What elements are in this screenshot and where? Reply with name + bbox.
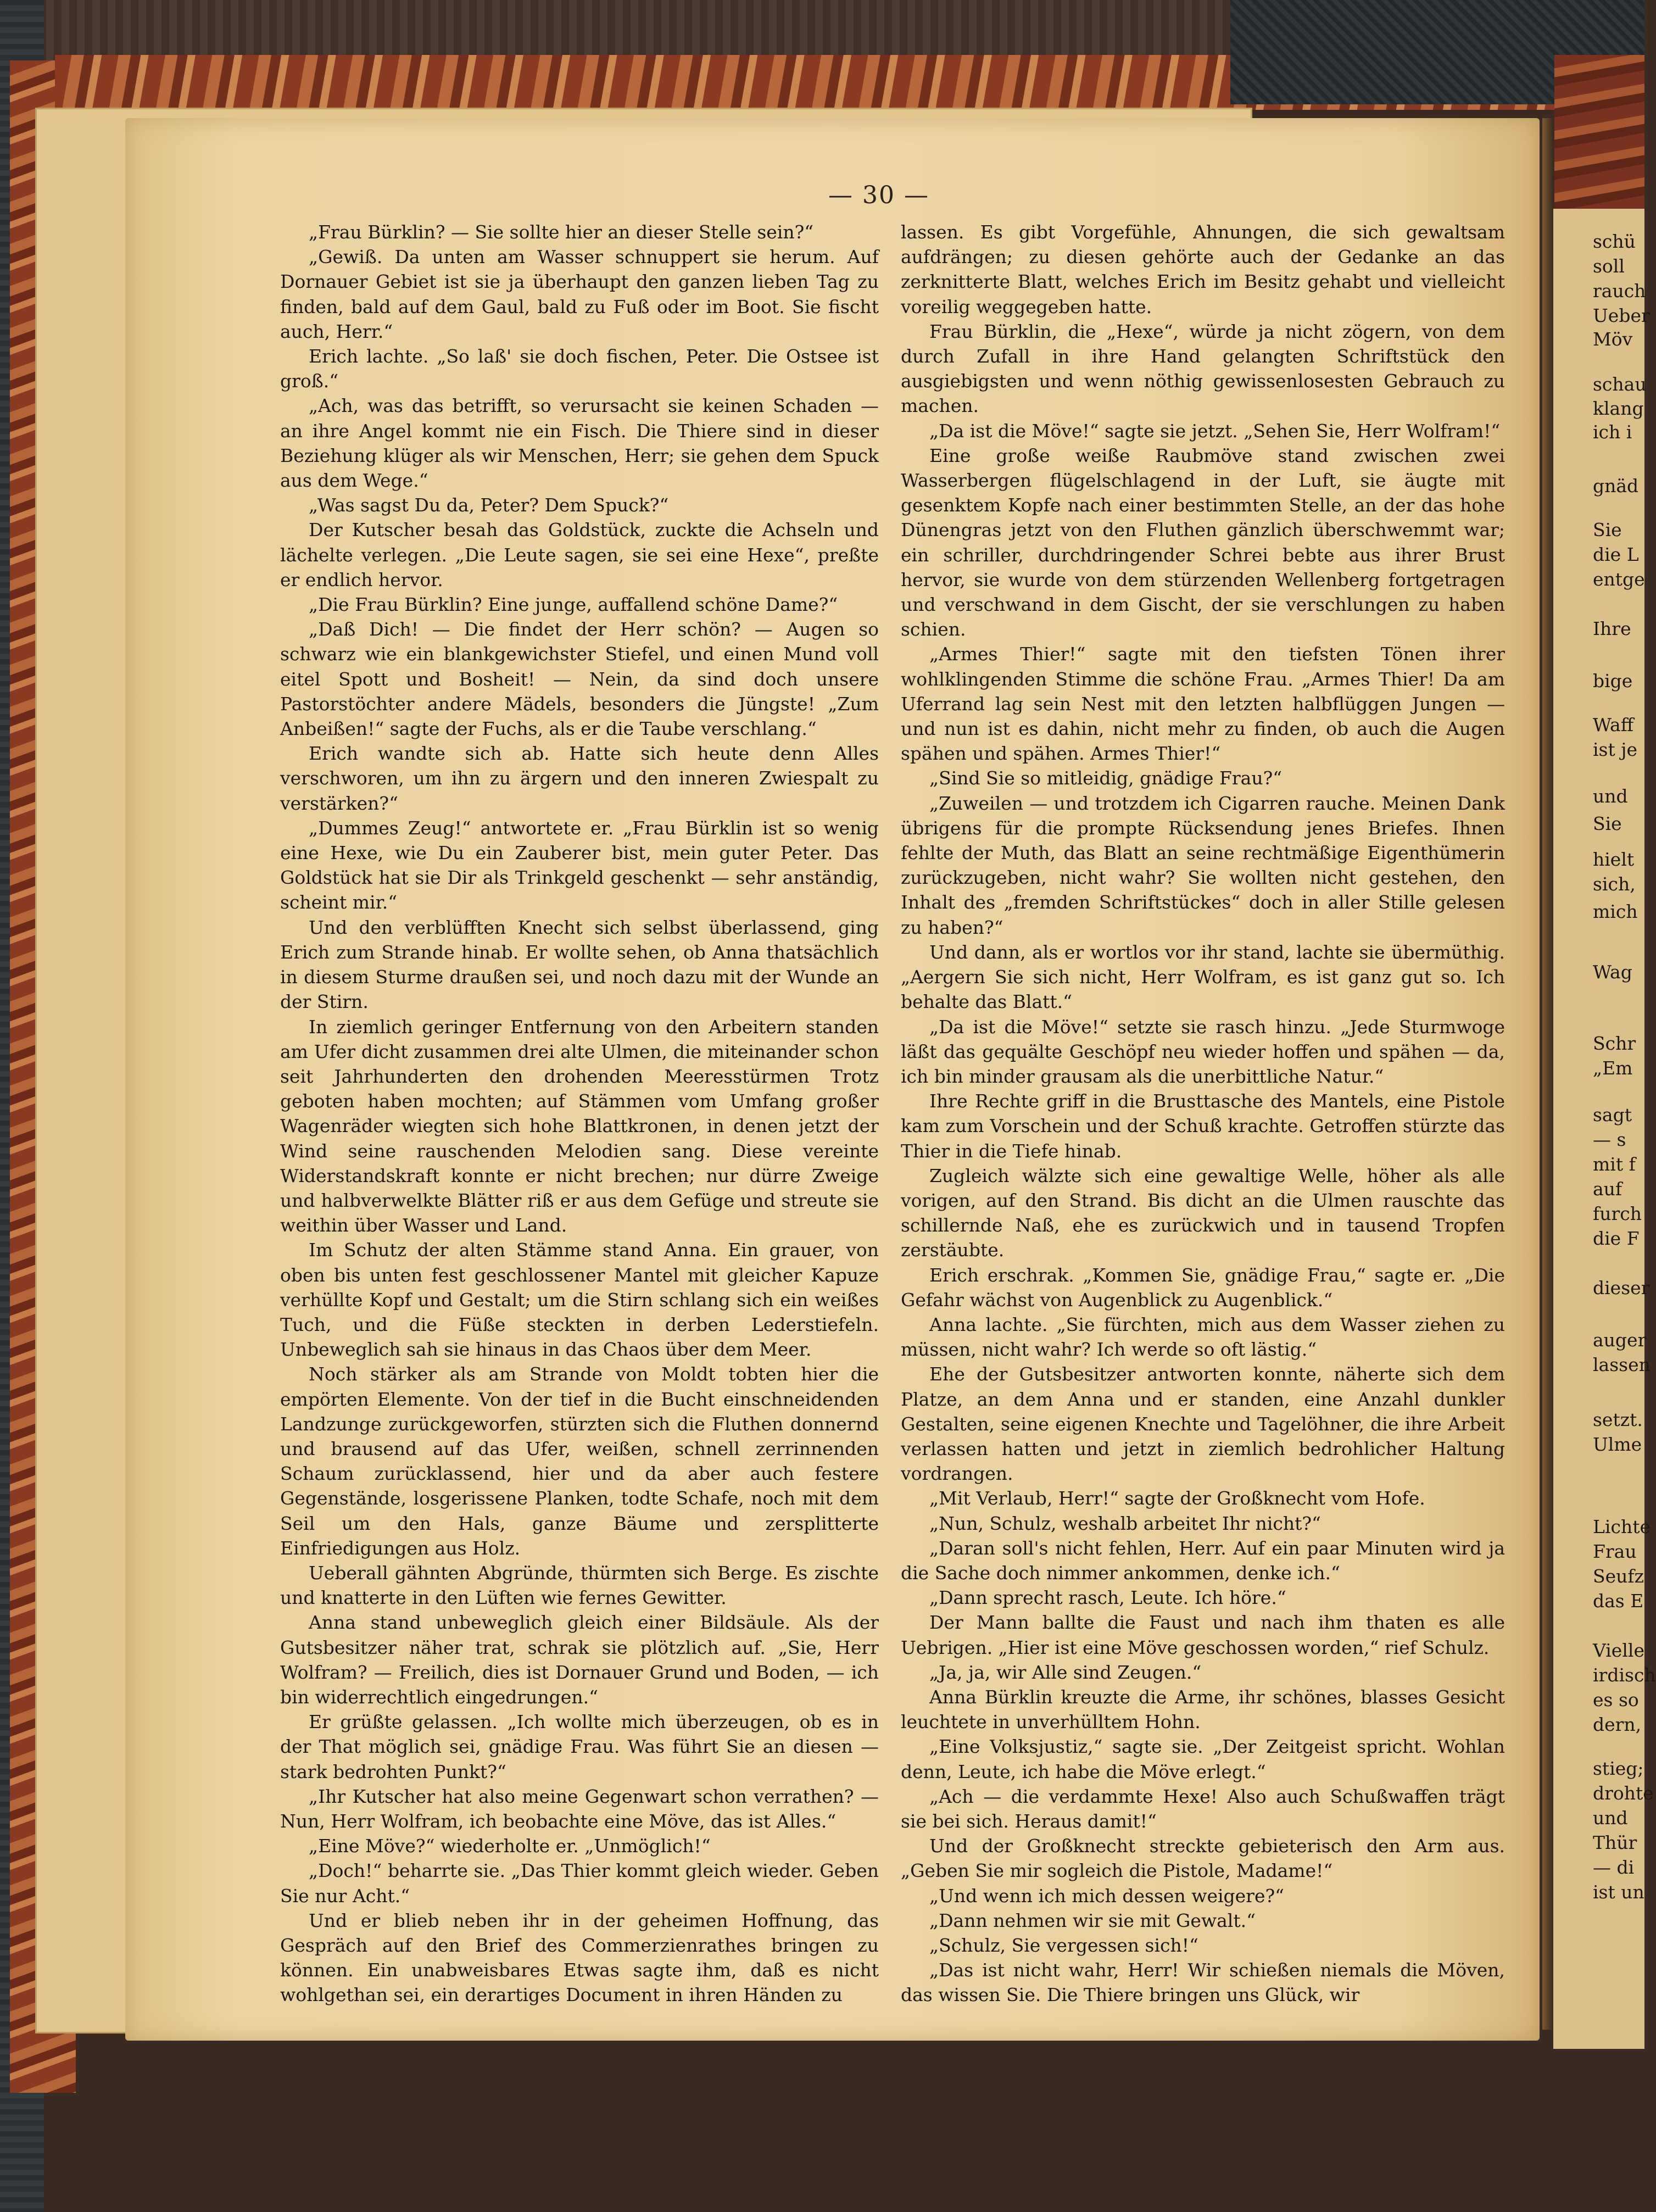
paragraph: „Das ist nicht wahr, Herr! Wir schießen niemals die Möven, das wissen Sie. Die Thiere bringen uns Glück, wir: [901, 1959, 1505, 2006]
paragraph: „Zuweilen — und trotzdem ich Cigarren rauche. Meinen Dank übrigens für die prompte Rücksendung jenes Briefes. Ihnen fehlte der Muth, das Blatt an seine rechtmäßige Eigenthümerin zurückzugeben, nicht wahr? Sie wollten nicht gestehen, den Inhalt des „fremden Schriftstückes“ doch in aller Stille gelesen zu haben?“: [901, 792, 1505, 938]
paragraph: „Eine Möve?“ wiederholte er. „Unmöglich!“: [309, 1835, 711, 1857]
paragraph: „Nun, Schulz, weshalb arbeitet Ihr nicht?“: [929, 1512, 1321, 1534]
next-page-fragment: mich: [1593, 901, 1638, 922]
next-page-fragment: Thür: [1593, 1832, 1637, 1853]
next-page-fragment: soll: [1593, 255, 1625, 277]
next-page-fragment: Lichte: [1593, 1516, 1651, 1537]
paragraph: „Da ist die Möve!“ setzte sie rasch hinzu. „Jede Sturmwoge läßt das gequälte Geschöpf neu wieder hoffen und spähen — da, ich bin minder grausam als die unerbittliche Natur.“: [901, 1016, 1505, 1087]
paragraph: „Doch!“ beharrte sie. „Das Thier kommt gleich wieder. Geben Sie nur Acht.“: [280, 1860, 879, 1907]
paragraph: „Eine Volksjustiz,“ sagte sie. „Der Zeitgeist spricht. Wohlan denn, Leute, ich habe die Möve erlegt.“: [901, 1736, 1505, 1782]
next-page-fragment: dieser: [1593, 1277, 1650, 1299]
next-page-fragment: ist je: [1593, 739, 1638, 760]
next-page-fragment: Ueber: [1593, 305, 1650, 326]
paragraph: Erich erschrak. „Kommen Sie, gnädige Frau,“ sagte er. „Die Gefahr wächst von Augenblick zu Augenblick.“: [901, 1264, 1505, 1311]
next-page-fragment: „Em: [1593, 1057, 1633, 1079]
paragraph: „Frau Bürklin? — Sie sollte hier an dieser Stelle sein?“: [309, 221, 814, 243]
paragraph: Anna stand unbeweglich gleich einer Bildsäule. Als der Gutsbesitzer näher trat, schrak sie plötzlich auf. „Sie, Herr Wolfram? — Freilich, dies ist Dornauer Grund und Boden, — ich bin widerrechtlich eingedrungen.“: [280, 1612, 879, 1708]
paragraph: Im Schutz der alten Stämme stand Anna. Ein grauer, von oben bis unten fest geschlossener Mantel mit gleicher Kapuze verhüllte Kopf und Gestalt; um die Stirn schlang sich ein weißes Tuch, und die Füße steckten in derben Lederstiefeln. Unbeweglich sah sie hinaus in das Chaos über dem Meer.: [280, 1239, 879, 1361]
paragraph: „Dann nehmen wir sie mit Gewalt.“: [929, 1909, 1256, 1931]
text-column-right: [901, 220, 1505, 2008]
next-page-fragment: Möv: [1593, 328, 1633, 350]
paragraph: „Armes Thier!“ sagte mit den tiefsten Tönen ihrer wohlklingenden Stimme die schöne Frau. „Armes Thier! Da am Uferrand lag sein Nest mit den letzten halbflüggen Jungen — und nun ist es dahin, nicht mehr zu finden, ob auch die Augen spähen und spähen. Armes Thier!“: [901, 643, 1505, 765]
next-page-fragment: Sie: [1593, 813, 1622, 834]
paragraph: „Daß Dich! — Die findet der Herr schön? — Augen so schwarz wie ein blankgewichster Stiefel, und einen Mund voll eitel Spott und Bosheit! — Nein, da sind doch unsere Pastorstöchter andere Mädels, besonders die Jüngste! „Zum Anbeißen!“ sagte der Fuchs, als er die Taube verschlang.“: [280, 619, 879, 740]
next-page-fragment: klang: [1593, 398, 1644, 419]
paragraph: lassen. Es gibt Vorgefühle, Ahnungen, die sich gewaltsam aufdrängen; zu diesen gehörte auch der Gedanke an das zerknitterte Blatt, welches Erich im Besitz gehabt und vielleicht voreilig weggegeben hatte.: [901, 221, 1505, 317]
page-gutter: [1542, 118, 1553, 2030]
next-page-fragment: und: [1593, 1807, 1628, 1829]
paragraph: Ueberall gähnten Abgründe, thürmten sich Berge. Es zischte und knatterte in den Lüften wie fernes Gewitter.: [280, 1562, 879, 1609]
paragraph: Der Mann ballte die Faust und nach ihm thaten es alle Uebrigen. „Hier ist eine Möve geschossen worden,“ rief Schulz.: [901, 1612, 1505, 1658]
next-page-fragment: bige: [1593, 670, 1633, 692]
page-number: — 30 —: [828, 181, 929, 209]
paragraph: Und den verblüfften Knecht sich selbst überlassend, ging Erich zum Strande hinab. Er wollte sehen, ob Anna thatsächlich in diesem Sturme draußen sei, und noch dazu mit der Wunde an der Stirn.: [280, 916, 879, 1013]
paragraph: Ehe der Gutsbesitzer antworten konnte, näherte sich dem Platze, an dem Anna und er standen, eine Anzahl dunkler Gestalten, seine eigenen Knechte und Tagelöhner, die ihre Arbeit verlassen hatten und jetzt in ziemlich bedrohlicher Haltung vordrangen.: [901, 1363, 1505, 1485]
paragraph: „Dann sprecht rasch, Leute. Ich höre.“: [929, 1587, 1286, 1609]
next-page-fragment: sagt: [1593, 1104, 1632, 1125]
next-page-fragment: die L: [1593, 544, 1639, 565]
paragraph: „Was sagst Du da, Peter? Dem Spuck?“: [309, 494, 669, 516]
paragraph: Erich lachte. „So laß' sie doch fischen, Peter. Die Ostsee ist groß.“: [280, 346, 879, 392]
paragraph: Noch stärker als am Strande von Moldt tobten hier die empörten Elemente. Von der tief in die Bucht einschneidenden Landzunge zurückgeworfen, stürzten sich die Fluthen donnernd und brausend auf das Ufer, weißen, schnell zerrinnenden Schaum zurücklassend, hier und da aber auch festere Gegenstände, losgerissene Planken, todte Schafe, noch mit dem Seil um den Hals, ganze Bäume und zersplitterte Einfriedigungen aus Holz.: [280, 1363, 879, 1559]
next-page-fragment: ist un: [1593, 1881, 1644, 1903]
paragraph: Frau Bürklin, die „Hexe“, würde ja nicht zögern, von dem durch Zufall in ihre Hand gelangten Schriftstück den ausgiebigsten und wenn nöthig gewissenlosesten Gebrauch zu machen.: [901, 320, 1505, 417]
paragraph: „Und wenn ich mich dessen weigere?“: [929, 1885, 1285, 1907]
paragraph: „Ach, was das betrifft, so verursacht sie keinen Schaden — an ihre Angel kommt nie ein Fisch. Die Thiere sind in dieser Beziehung klüger als wir Menschen, Herr; sie gehen dem Spuck aus dem Wege.“: [280, 395, 879, 492]
paragraph: „Daran soll's nicht fehlen, Herr. Auf ein paar Minuten wird ja die Sache doch nimmer ankommen, denke ich.“: [901, 1537, 1505, 1584]
next-page-fragment: schau: [1593, 374, 1647, 395]
next-page-fragment: die F: [1593, 1228, 1640, 1249]
text-column-left: [280, 220, 879, 2008]
paragraph: „Schulz, Sie vergessen sich!“: [929, 1935, 1198, 1957]
paragraph: Er grüßte gelassen. „Ich wollte mich überzeugen, ob es in der That möglich sei, gnädige Frau. Was führt Sie an diesen — stark bedrohten Punkt?“: [280, 1711, 879, 1782]
next-page-fragment: auger: [1593, 1329, 1647, 1351]
next-page-fragment: Waff: [1593, 714, 1634, 736]
paragraph: „Ach — die verdammte Hexe! Also auch Schußwaffen trägt sie bei sich. Heraus damit!“: [901, 1785, 1505, 1832]
next-page-fragment: rauch: [1593, 280, 1646, 302]
paragraph: Anna Bürklin kreuzte die Arme, ihr schönes, blasses Gesicht leuchtete in unverhülltem Hohn.: [901, 1686, 1505, 1733]
paragraph: „Sind Sie so mitleidig, gnädige Frau?“: [929, 767, 1283, 789]
next-page-fragment: es so: [1593, 1689, 1639, 1710]
paragraph: Erich wandte sich ab. Hatte sich heute denn Alles verschworen, um ihn zu ärgern und den inneren Zwiespalt zu verstärken?“: [280, 743, 879, 814]
paragraph: „Die Frau Bürklin? Eine junge, auffallend schöne Dame?“: [309, 594, 838, 616]
paragraph: Zugleich wälzte sich eine gewaltige Welle, höher als alle vorigen, auf den Strand. Bis dicht an die Ulmen rauschte das schillernde Naß, ehe es zurückwich und in tausend Tropfen zerstäubte.: [901, 1164, 1505, 1261]
paragraph: Und dann, als er wortlos vor ihr stand, lachte sie übermüthig. „Aergern Sie sich nicht, Herr Wolfram, es ist ganz gut so. Ich behalte das Blatt.“: [901, 941, 1505, 1013]
next-page-fragment: dern,: [1593, 1714, 1642, 1735]
next-page-fragment: schü: [1593, 231, 1636, 252]
next-page-fragment: Ulme: [1593, 1434, 1642, 1455]
paragraph: Und der Großknecht streckte gebieterisch den Arm aus. „Geben Sie mir sogleich die Pistole, Madame!“: [901, 1835, 1505, 1882]
paragraph: „Ja, ja, wir Alle sind Zeugen.“: [929, 1661, 1202, 1683]
next-page-fragment: Sie: [1593, 519, 1622, 541]
next-page-fragment: drohte: [1593, 1782, 1654, 1804]
next-page-fragment: Vielle: [1593, 1640, 1644, 1661]
next-page-fragment: — s: [1593, 1129, 1626, 1150]
paragraph: In ziemlich geringer Entfernung von den Arbeitern standen am Ufer dicht zusammen drei alte Ulmen, die miteinander schon seit Jahrhunderten den drohenden Meeresstürmen Trotz geboten haben mochten; auf Stämmen vom Umfang großer Wagenräder wiegten sich hohe Blattkronen, in denen jetzt der Wind seine rauschenden Melodien sang. Diese vereinte Widerstandskraft konnte er nicht brechen; nur dürre Zweige und halbverwelkte Blätter riß er aus dem Gefüge und streute sie weithin über Wasser und Land.: [280, 1016, 879, 1236]
next-page-fragment: mit f: [1593, 1154, 1636, 1175]
next-page-fragment: Ihre: [1593, 618, 1631, 639]
paragraph: Eine große weiße Raubmöve stand zwischen zwei Wasserbergen flügelschlagend in der Luft, sie äugte mit gesenktem Kopfe nach einer bestimmten Stelle, an der das hohe Dünengras jetzt von den Fluthen gänzlich überschwemmt war; ein schriller, durchdringender Schrei bebte aus ihrer Brust hervor, sie wurde von dem stürzenden Wellenberg fortgetragen und verschwand in dem Gischt, der sie verschlungen zu haben schien.: [901, 444, 1505, 640]
next-page-fragment: lassen: [1593, 1354, 1651, 1375]
next-page-fragment: Wag: [1593, 961, 1632, 983]
next-page-fragment: Schr: [1593, 1033, 1636, 1054]
paragraph: Und er blieb neben ihr in der geheimen Hoffnung, das Gespräch auf den Brief des Commerzienrathes bringen zu können. Ein unabweisbares Etwas sagte ihm, daß es nicht wohlgethan sei, ein derartiges Document in ihren Händen zu: [280, 1909, 879, 2006]
next-page-fragment: sich,: [1593, 873, 1636, 895]
next-page-fragment: gnäd: [1593, 475, 1639, 497]
paragraph: „Mit Verlaub, Herr!“ sagte der Großknecht vom Hofe.: [929, 1487, 1425, 1509]
next-page-fragment: Frau: [1593, 1541, 1637, 1562]
paragraph: „Ihr Kutscher hat also meine Gegenwart schon verrathen? — Nun, Herr Wolfram, ich beobachte eine Möve, das ist Alles.“: [280, 1785, 879, 1832]
next-page-fragment: setzt.: [1593, 1409, 1643, 1430]
next-page-fragment: furch: [1593, 1203, 1642, 1224]
next-page-fragment: und: [1593, 785, 1628, 807]
next-page-fragment: ich i: [1593, 421, 1632, 443]
next-page-fragment: hielt: [1593, 849, 1635, 870]
paragraph: Der Kutscher besah das Goldstück, zuckte die Achseln und lächelte verlegen. „Die Leute sagen, sie sei eine Hexe“, preßte er endlich hervor.: [280, 519, 879, 590]
next-page-fragment: — di: [1593, 1857, 1635, 1878]
paragraph: „Dummes Zeug!“ antwortete er. „Frau Bürklin ist so wenig eine Hexe, wie Du ein Zauberer bist, mein guter Peter. Das Goldstück hat sie Dir als Trinkgeld geschenkt — sehr anständig, scheint mir.“: [280, 817, 879, 913]
next-page-fragment: entge: [1593, 569, 1645, 590]
next-page-fragment: Seufz: [1593, 1565, 1644, 1587]
next-page-fragment: stieg;: [1593, 1758, 1644, 1779]
paragraph: „Gewiß. Da unten am Wasser schnuppert sie herum. Auf Dornauer Gebiet ist sie ja überhaupt den ganzen lieben Tag zu finden, bald auf dem Gaul, bald zu Fuß oder im Boot. Sie fischt auch, Herr.“: [280, 246, 879, 342]
paragraph: Anna lachte. „Sie fürchten, mich aus dem Wasser ziehen zu müssen, nicht wahr? Ich werde so oft lästig.“: [901, 1313, 1505, 1361]
paragraph: „Da ist die Möve!“ sagte sie jetzt. „Sehen Sie, Herr Wolfram!“: [929, 420, 1501, 442]
next-page-fragment: irdisch: [1593, 1664, 1656, 1686]
next-page-fragment: auf: [1593, 1178, 1622, 1200]
paragraph: Ihre Rechte griff in die Brusttasche des Mantels, eine Pistole kam zum Vorschein und der Schuß krachte. Getroffen stürzte das Thier in die Tiefe hinab.: [901, 1090, 1505, 1162]
next-page-fragment: das E: [1593, 1590, 1644, 1612]
